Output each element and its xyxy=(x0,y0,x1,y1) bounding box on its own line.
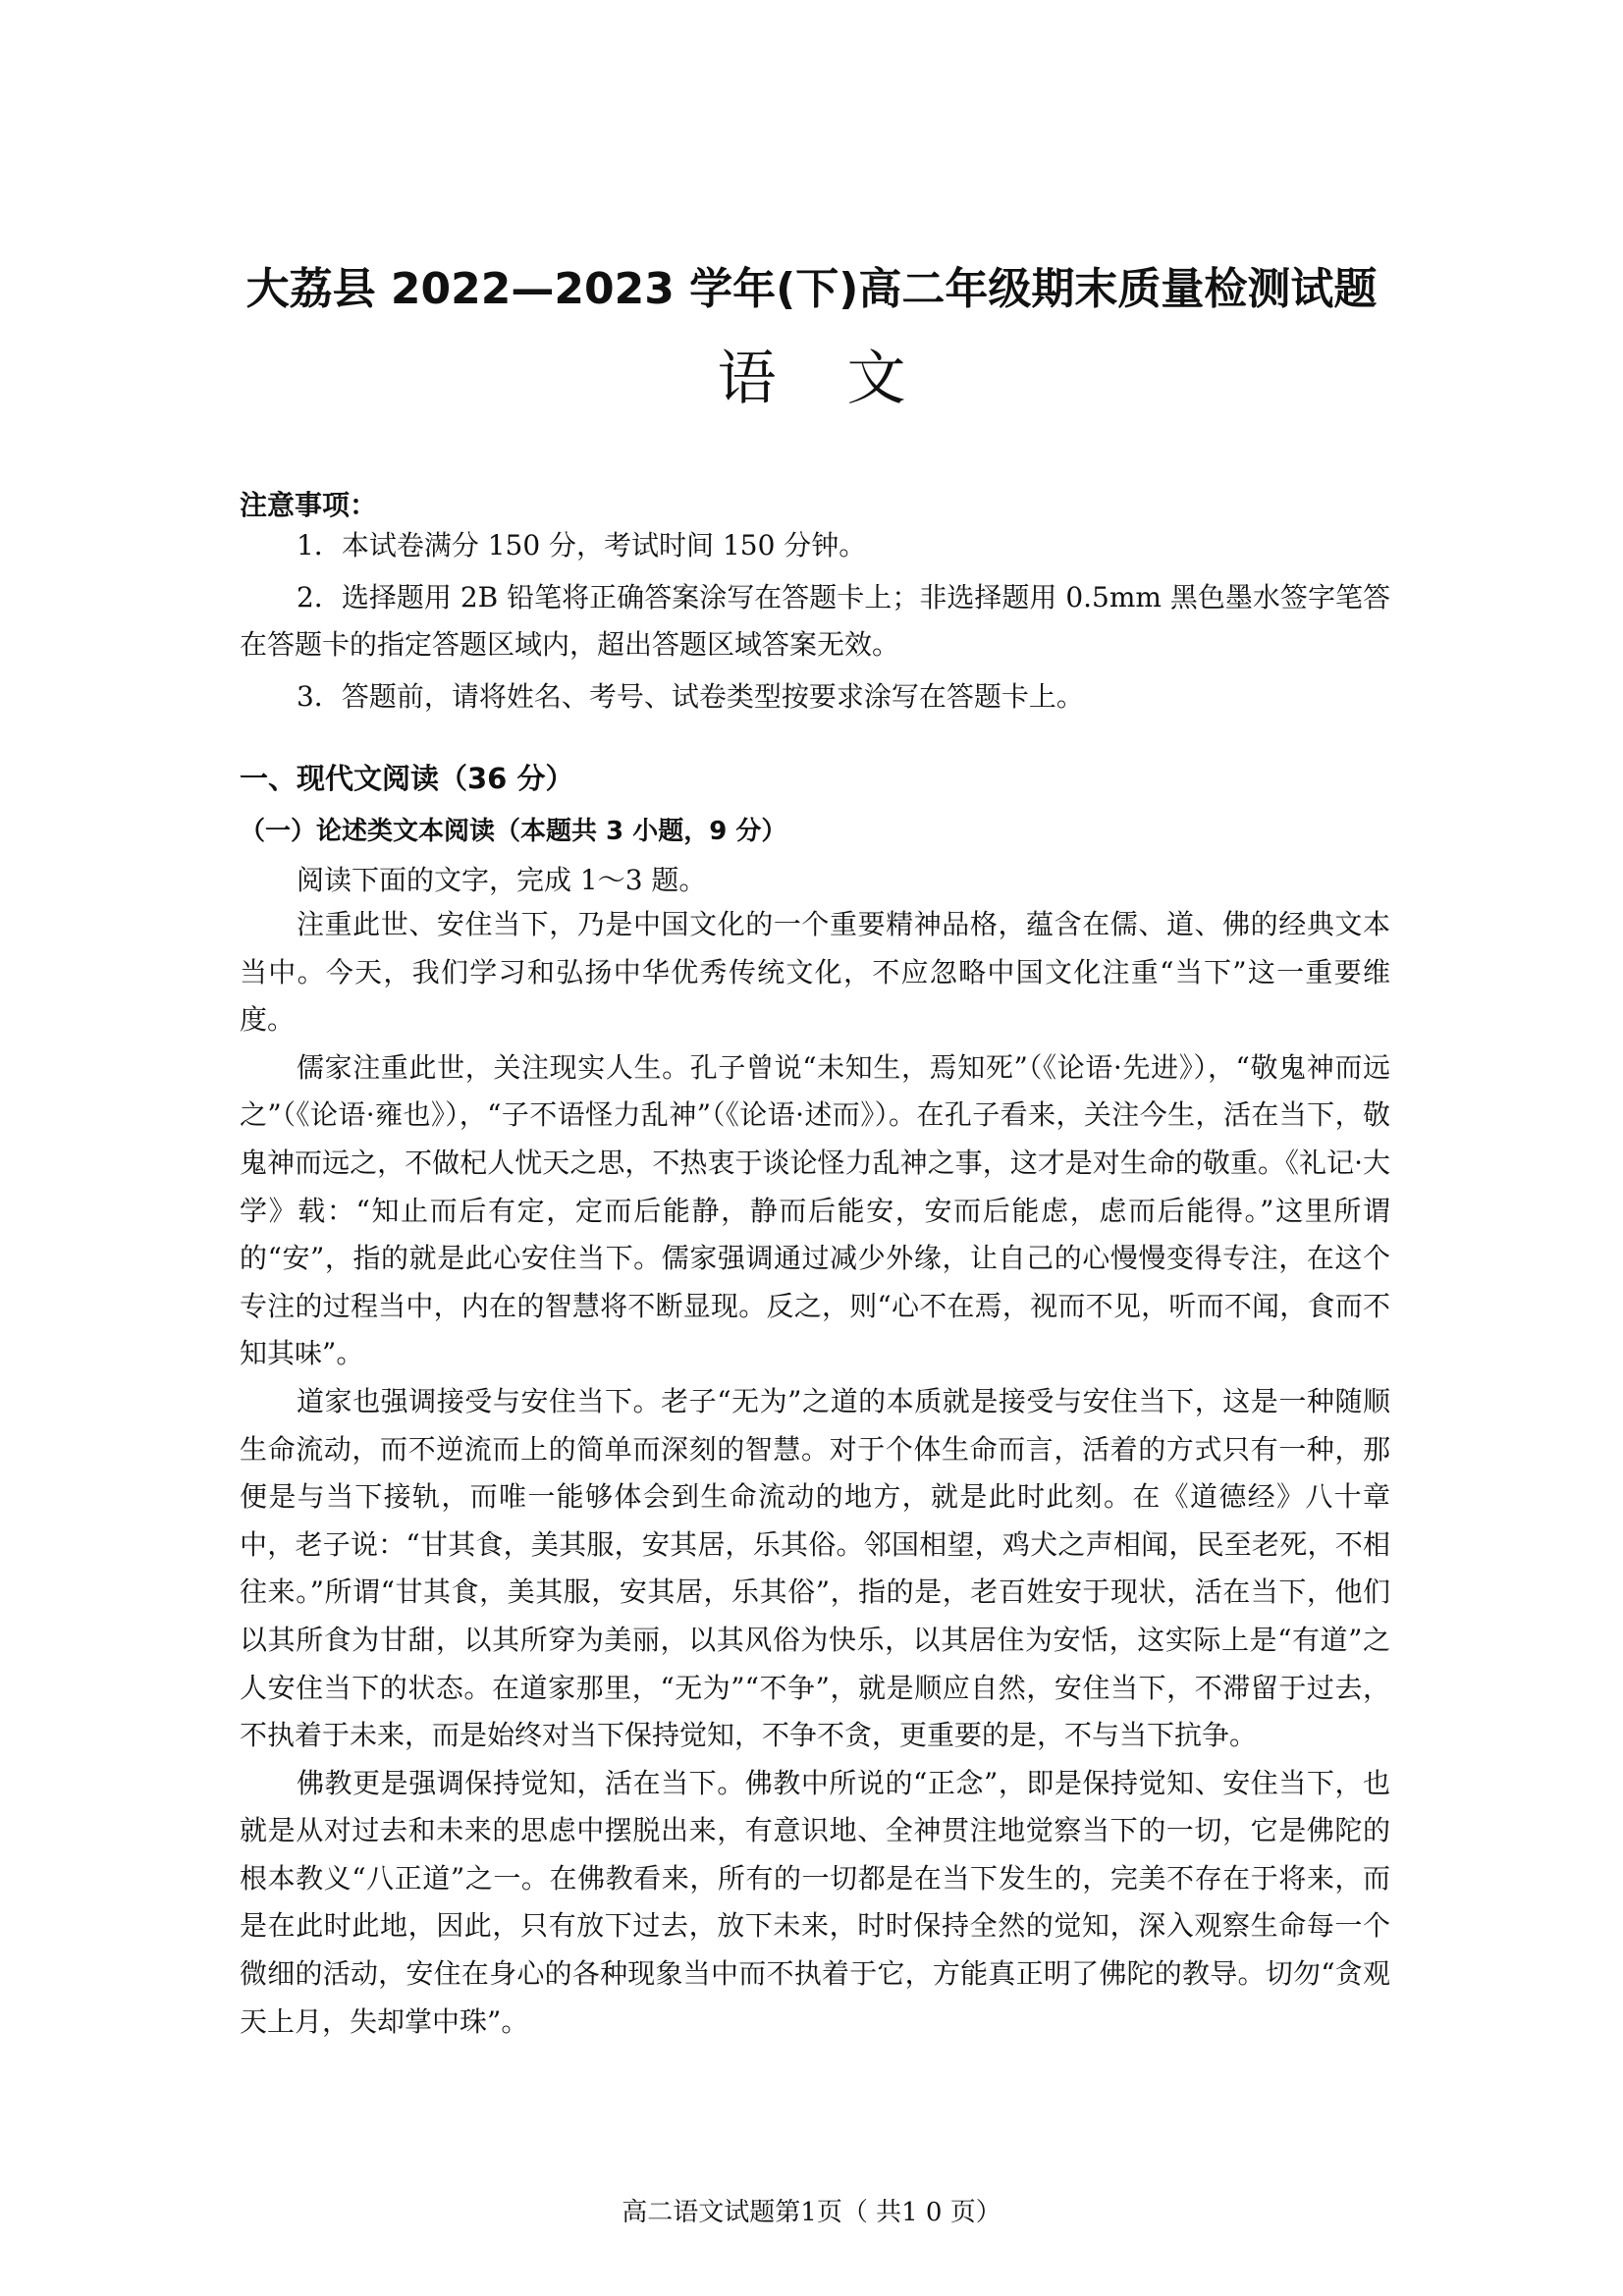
exam-title: 大荔县 2022—2023 学年(下)高二年级期末质量检测试题 xyxy=(245,264,1378,314)
notice-heading: 注意事项： xyxy=(240,489,378,521)
notice-list xyxy=(240,522,1390,725)
subsection-heading: （一）论述类文本阅读（本题共 3 小题，9 分） xyxy=(240,817,787,846)
page-footer: 高二语文试题第1页（ 共1 0 页） xyxy=(622,2198,1001,2227)
passage-paragraph: 道家也强调接受与安住当下。老子“无为”之道的本质就是接受与安住当下，这是一种随顺生命流动，而不逆流而上的简单而深刻的智慧。对于个体生命而言，活着的方式只有一种，那便是与当下接轨，而唯一能够体会到生命流动的地方，就是此时此刻。在《道德经》八十章中，老子说：“甘其食，美其服，安其居，乐其俗。邻国相望，鸡犬之声相闻，民至老死，不相往来。”所谓“甘其食，美其服，安其居，乐其俗”，指的是，老百姓安于现状，活在当下，他们以其所食为甘甜，以其所穿为美丽，以其风俗为快乐，以其居住为安恬，这实际上是“有道”之人安住当下的状态。在道家那里，“无为”“不争”，就是顺应自然，安住当下，不滞留于过去，不执着于未来，而是始终对当下保持觉知，不争不贪，更重要的是，不与当下抗争。 xyxy=(240,1384,1390,1752)
notice-item: 2．选择题用 2B 铅笔将正确答案涂写在答题卡上；非选择题用 0.5mm 黑色墨水签字笔答在答题卡的指定答题区域内，超出答题区域答案无效。 xyxy=(240,581,1390,661)
notice-item: 3．答题前，请将姓名、考号、试卷类型按要求涂写在答题卡上。 xyxy=(297,680,1084,713)
reading-passage xyxy=(240,901,1390,2046)
reading-instruction: 阅读下面的文字，完成 1～3 题。 xyxy=(297,864,707,896)
subject-title: 语文 xyxy=(717,345,977,413)
passage-paragraph: 儒家注重此世，关注现实人生。孔子曾说“未知生，焉知死”（《论语·先进》），“敬鬼神而远之”（《论语·雍也》），“子不语怪力乱神”（《论语·述而》）。在孔子看来，关注今生，活在当下，敬鬼神而远之，不做杞人忧天之思，不热衷于谈论怪力乱神之事，这才是对生命的敬重。《礼记·大学》载：“知止而后有定，定而后能静，静而后能安，安而后能虑，虑而后能得。”这里所谓的“安”，指的就是此心安住当下。儒家强调通过减少外缘，让自己的心慢慢变得专注，在这个专注的过程当中，内在的智慧将不断显现。反之，则“心不在焉，视而不见，听而不闻，食而不知其味”。 xyxy=(240,1050,1390,1370)
notice-item: 1．本试卷满分 150 分，考试时间 150 分钟。 xyxy=(297,529,867,561)
passage-paragraph: 注重此世、安住当下，乃是中国文化的一个重要精神品格，蕴含在儒、道、佛的经典文本当中。今天，我们学习和弘扬中华优秀传统文化，不应忽略中国文化注重“当下”这一重要维度。 xyxy=(240,908,1390,1037)
section-heading: 一、现代文阅读（36 分） xyxy=(240,762,574,795)
passage-paragraph: 佛教更是强调保持觉知，活在当下。佛教中所说的“正念”，即是保持觉知、安住当下，也就是从对过去和未来的思虑中摆脱出来，有意识地、全神贯注地觉察当下的一切，它是佛陀的根本教义“八正道”之一。在佛教看来，所有的一切都是在当下发生的，完美不存在于将来，而是在此时此地，因此，只有放下过去，放下未来，时时保持全然的觉知，深入观察生命每一个微细的活动，安住在身心的各种现象当中而不执着于它，方能真正明了佛陀的教导。切勿“贪观天上月，失却掌中珠”。 xyxy=(240,1766,1390,2038)
